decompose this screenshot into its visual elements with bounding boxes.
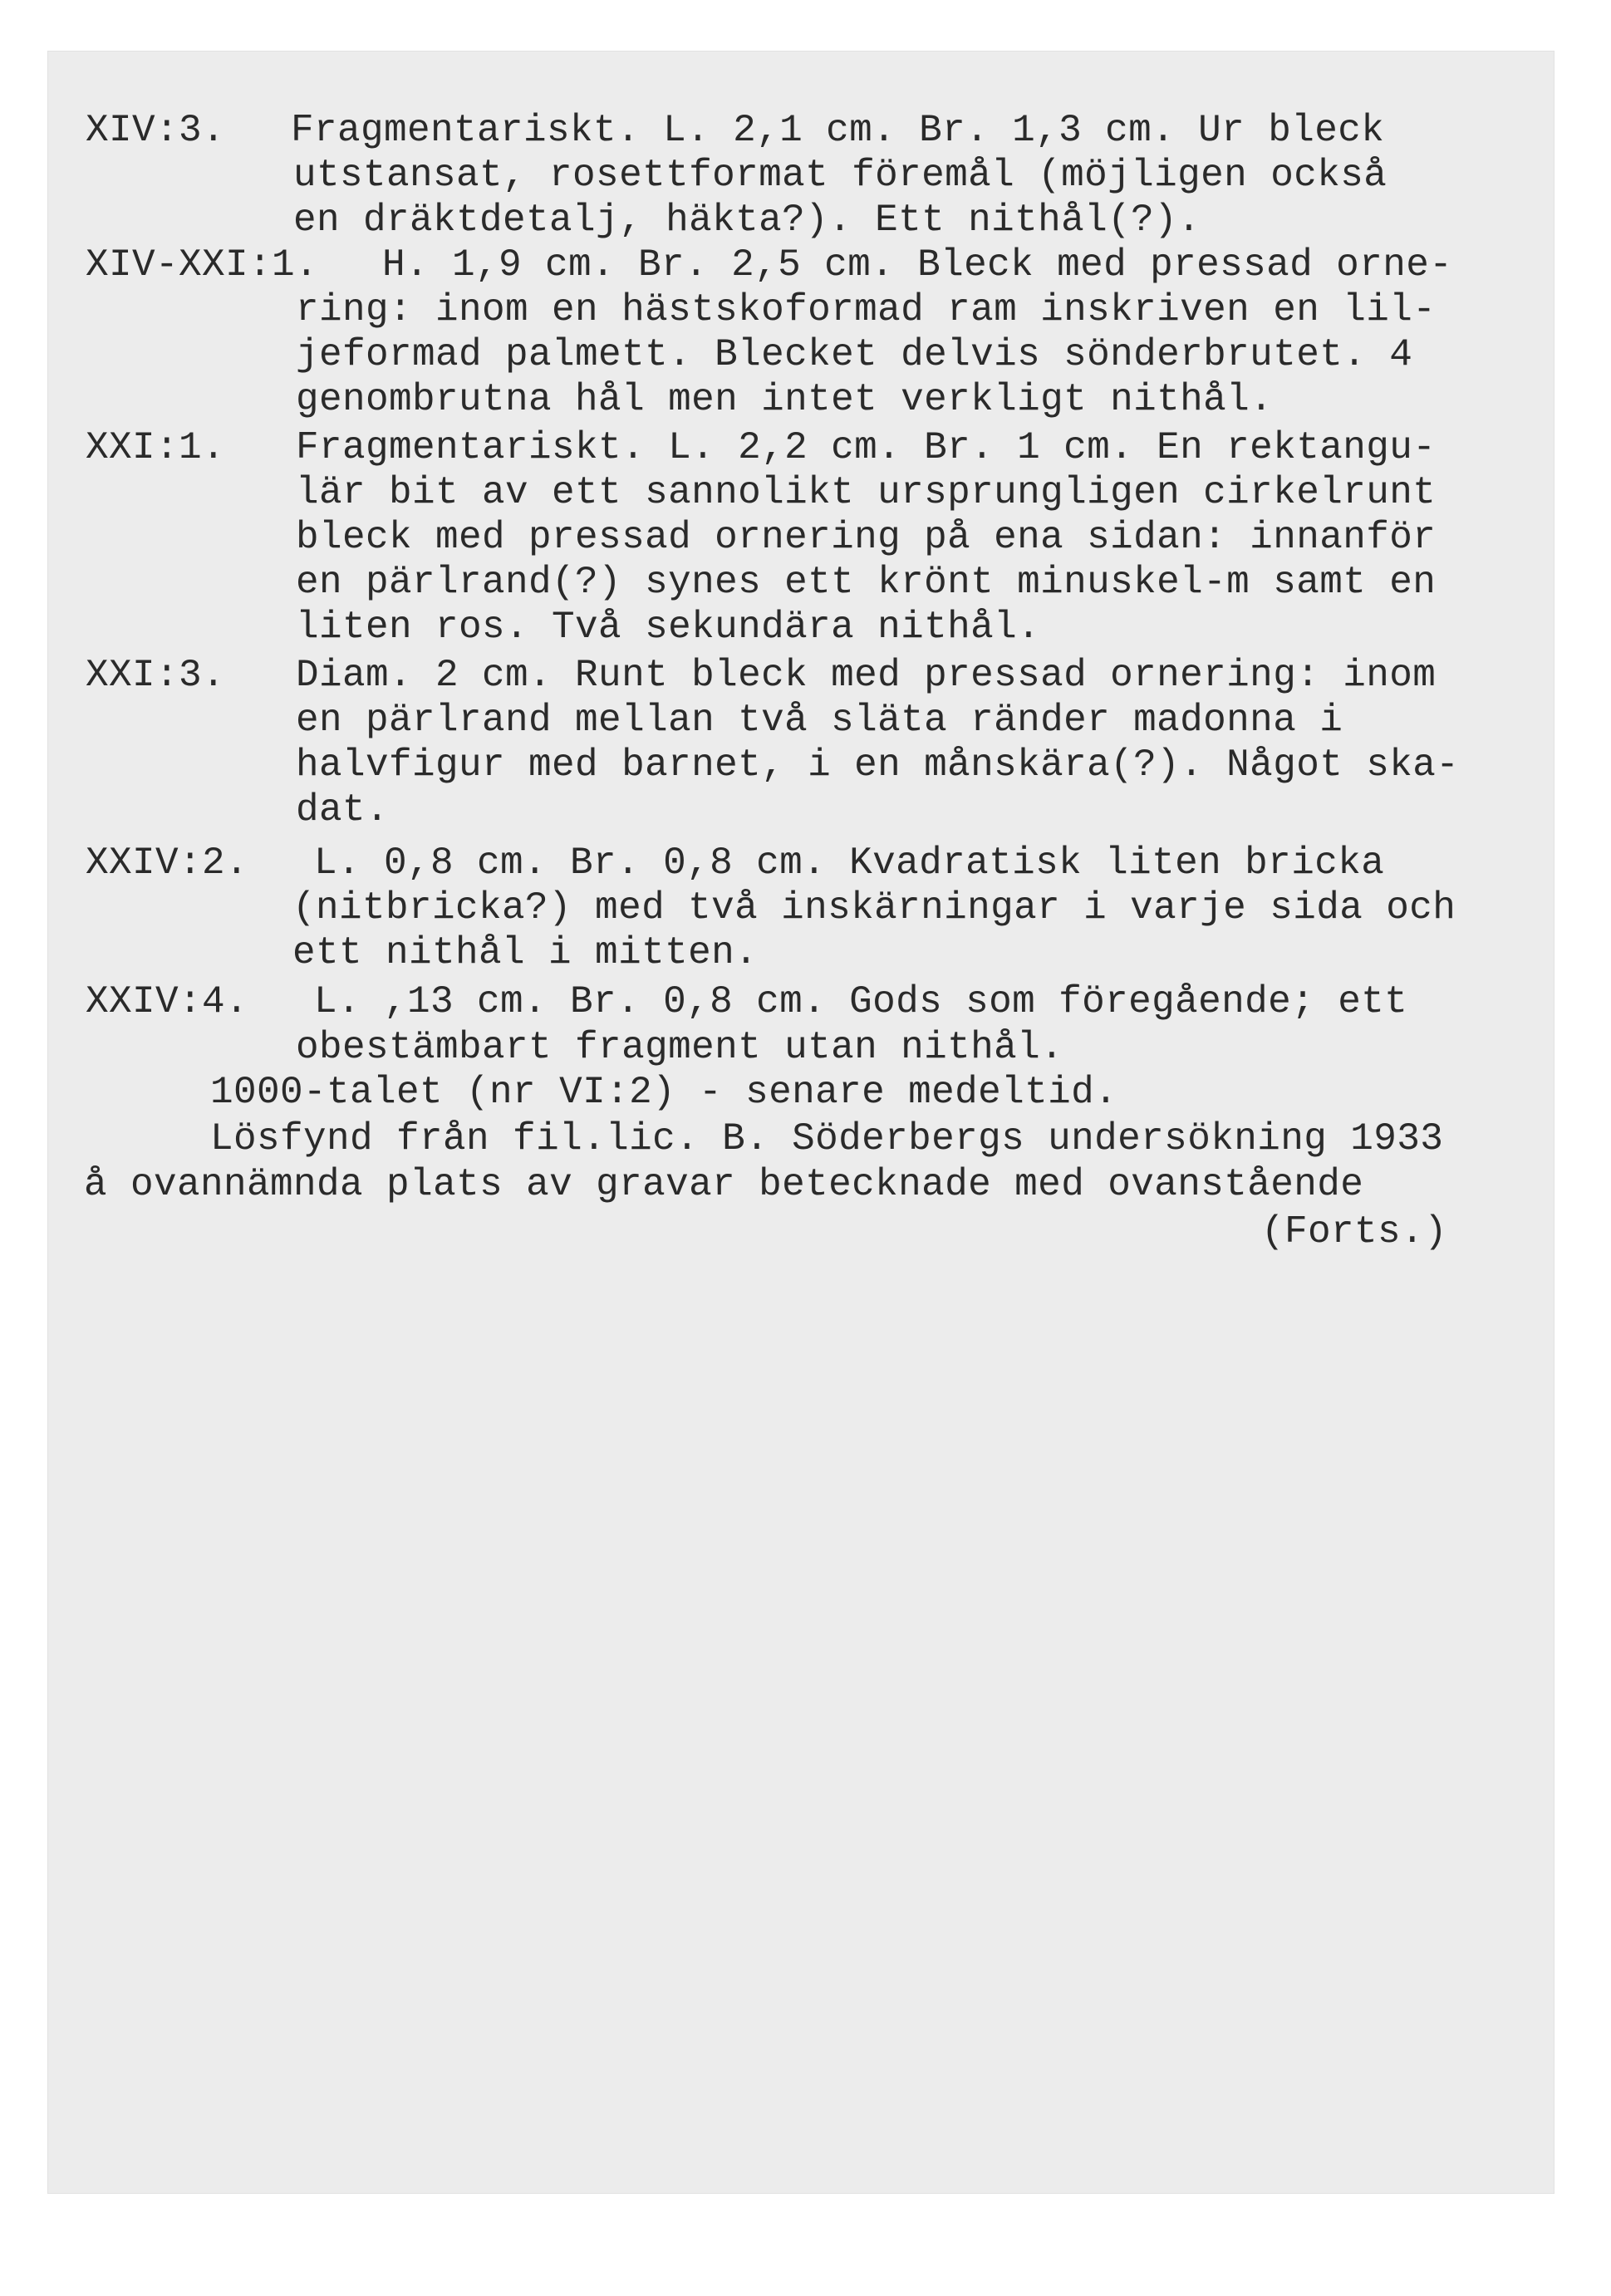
entry-line: Fragmentariskt. L. 2,2 cm. Br. 1 cm. En rektangu- [296, 426, 1437, 469]
entry-line: jeformad palmett. Blecket delvis sönderbrutet. 4 [296, 333, 1413, 376]
note-line: å ovannämnda plats av gravar betecknade med ovanstående [84, 1163, 1364, 1206]
entry-line: bleck med pressad ornering på ena sidan: innanför [296, 516, 1437, 559]
entry-line: utstansat, rosettformat föremål (möjligen också [293, 154, 1388, 197]
entry-line: halvfigur med barnet, i en månskära(?). Något ska- [296, 743, 1460, 787]
dating-line: 1000-talet (nr VI:2) - senare medeltid. [210, 1071, 1118, 1114]
entry-label: XXIV:4. [86, 980, 249, 1023]
entry-line: Fragmentariskt. L. 2,1 cm. Br. 1,3 cm. Ur bleck [291, 109, 1385, 152]
entry-line: L. 0,8 cm. Br. 0,8 cm. Kvadratisk liten bricka [314, 841, 1385, 885]
entry-line: Diam. 2 cm. Runt bleck med pressad ornering: inom [296, 654, 1437, 697]
entry-line: (nitbricka?) med två inskärningar i varje sida och [292, 886, 1456, 930]
note-line: Lösfynd från fil.lic. B. Söderbergs undersökning 1933 [210, 1117, 1444, 1160]
entry-line: ring: inom en hästskoformad ram inskriven en lil- [296, 288, 1437, 331]
entry-line: liten ros. Två sekundära nithål. [296, 606, 1041, 649]
typed-card [48, 52, 1554, 2193]
entry-label: XIV-XXI:1. [86, 243, 319, 287]
entry-line: dat. [296, 788, 390, 832]
continued-marker: (Forts.) [1261, 1210, 1448, 1253]
entry-label: XXI:1. [86, 426, 226, 469]
entry-line: lär bit av ett sannolikt ursprungligen cirkelrunt [296, 471, 1437, 514]
entry-line: genombrutna hål men intet verkligt nithål. [296, 378, 1274, 421]
entry-label: XXIV:2. [86, 841, 249, 885]
entry-line: ett nithål i mitten. [292, 931, 759, 974]
entry-label: XIV:3. [86, 109, 226, 152]
entry-line: obestämbart fragment utan nithål. [296, 1026, 1064, 1069]
entry-line: L. ,13 cm. Br. 0,8 cm. Gods som föregående; ett [314, 980, 1408, 1023]
entry-line: H. 1,9 cm. Br. 2,5 cm. Bleck med pressad orne- [382, 243, 1453, 287]
entry-line: en pärlrand mellan två släta ränder madonna i [296, 699, 1343, 742]
entry-label: XXI:3. [86, 654, 226, 697]
entry-line: en dräktdetalj, häkta?). Ett nithål(?). [293, 199, 1201, 242]
entry-line: en pärlrand(?) synes ett krönt minuskel-m samt en [296, 561, 1437, 604]
